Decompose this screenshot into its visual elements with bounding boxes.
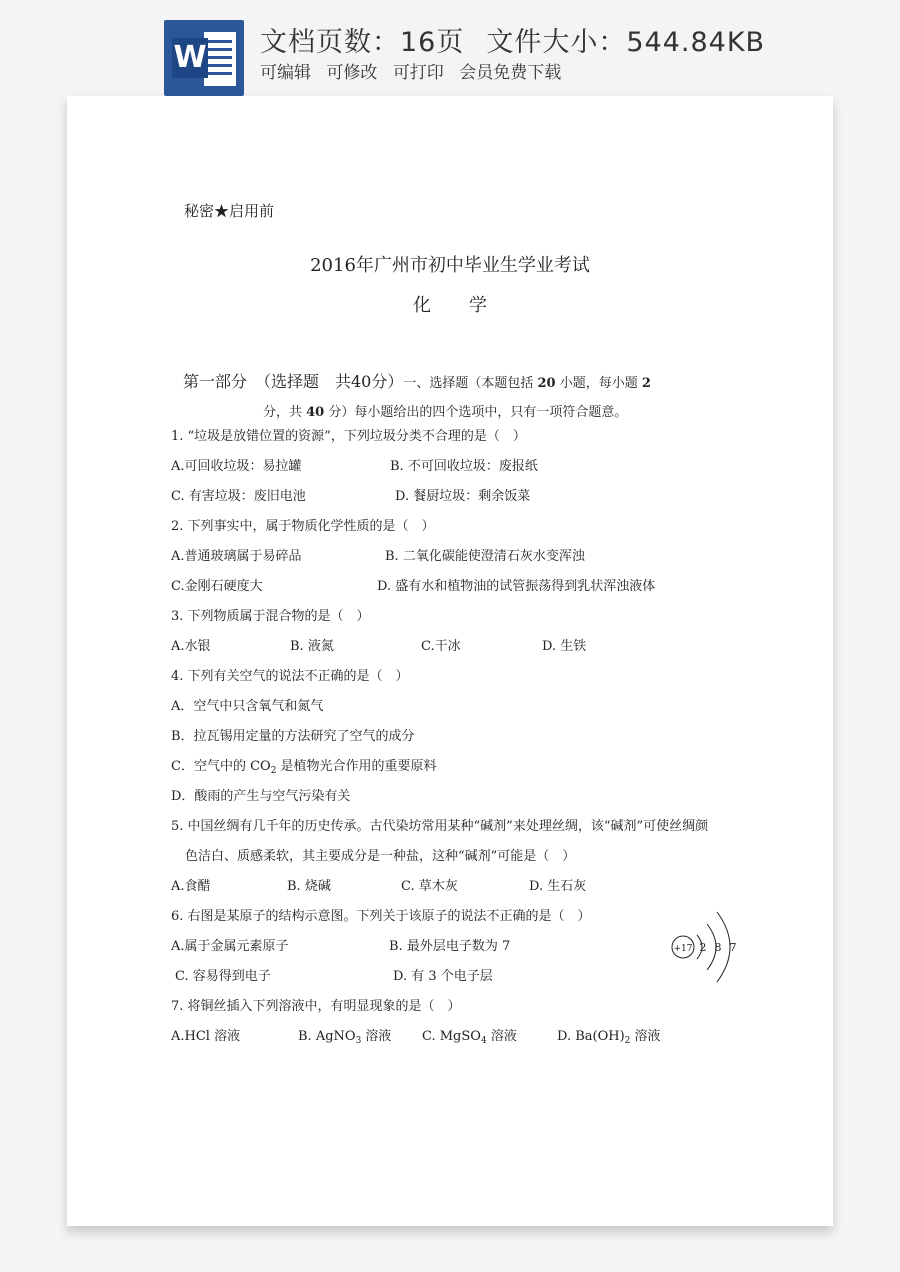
document-info-banner bbox=[0, 0, 900, 96]
q3-option-b: B. 液氮 bbox=[290, 639, 334, 654]
q1-option-c: C. 有害垃圾：废旧电池 bbox=[171, 489, 306, 504]
nucleus-charge: +17 bbox=[673, 944, 693, 954]
q6-option-b: B. 最外层电子数为 7 bbox=[389, 939, 511, 954]
inst-post: 分）每小题给出的四个选项中，只有一项符合题意。 bbox=[324, 405, 628, 420]
section-mid: 小题，每小题 bbox=[555, 376, 642, 391]
inst-pre: 分，共 bbox=[263, 405, 307, 420]
q2-option-a: A.普通玻璃属于易碎品 bbox=[171, 549, 302, 564]
q4-option-d: D．酸雨的产生与空气污染有关 bbox=[171, 789, 351, 804]
part-label: 第一部分 （选择题 共40分） bbox=[183, 372, 404, 391]
q4-option-c bbox=[171, 759, 437, 775]
question-6: 6. 右图是某原子的结构示意图。下列关于该原子的说法不正确的是（ ） bbox=[171, 909, 591, 924]
secret-mark: 秘密★启用前 bbox=[184, 202, 275, 220]
feature-member-download: 会员免费下载 bbox=[459, 63, 562, 83]
q7d-pre: D. Ba(OH) bbox=[557, 1029, 625, 1044]
instructions bbox=[263, 405, 627, 421]
word-doc-icon bbox=[164, 20, 244, 96]
q7b-sub: 3 bbox=[355, 1036, 362, 1046]
q4-option-a: A．空气中只含氧气和氮气 bbox=[171, 699, 324, 714]
part-heading bbox=[183, 374, 651, 392]
exam-subject: 化学 bbox=[413, 295, 525, 316]
section-prefix: 一、选择题（本题包括 bbox=[403, 376, 538, 391]
q7b-pre: B. AgNO bbox=[298, 1029, 356, 1044]
q1-option-a: A.可回收垃圾：易拉罐 bbox=[171, 459, 302, 474]
shell-3-electrons: 7 bbox=[729, 941, 737, 954]
q3-option-c: C.干冰 bbox=[421, 639, 461, 654]
inst-score: 40 bbox=[306, 405, 325, 420]
q5-option-d: D. 生石灰 bbox=[529, 879, 587, 894]
q6-option-d: D. 有 3 个电子层 bbox=[393, 969, 493, 984]
question-5-line-1: 5. 中国丝绸有几千年的历史传承。古代染坊常用某种“碱剂”来处理丝绸，该“碱剂”可使丝绸颜 bbox=[171, 819, 709, 834]
question-7: 7. 将铜丝插入下列溶液中，有明显现象的是（ ） bbox=[171, 999, 461, 1014]
section-count: 20 bbox=[537, 376, 556, 391]
q5-option-a: A.食醋 bbox=[171, 879, 211, 894]
q7c-pre: C. MgSO bbox=[422, 1029, 481, 1044]
question-4: 4. 下列有关空气的说法不正确的是（ ） bbox=[171, 669, 409, 684]
q4c-post: 是植物光合作用的重要原料 bbox=[276, 759, 437, 774]
q2-option-c: C.金刚石硬度大 bbox=[171, 579, 263, 594]
q5-option-b: B. 烧碱 bbox=[287, 879, 331, 894]
feature-list bbox=[260, 58, 571, 83]
q7d-post: 溶液 bbox=[630, 1029, 661, 1044]
q1-option-b: B. 不可回收垃圾：废报纸 bbox=[390, 459, 538, 474]
q2-option-b: B. 二氧化碳能使澄清石灰水变浑浊 bbox=[385, 549, 585, 564]
file-size: 文件大小：544.84KB bbox=[486, 27, 766, 58]
document-page bbox=[67, 96, 833, 1226]
atom-structure-diagram bbox=[667, 902, 747, 992]
question-2: 2. 下列事实中，属于物质化学性质的是（ ） bbox=[171, 519, 435, 534]
question-3: 3. 下列物质属于混合物的是（ ） bbox=[171, 609, 370, 624]
file-stats bbox=[260, 20, 787, 59]
q7-option-a: A.HCl 溶液 bbox=[171, 1029, 241, 1044]
q5-option-c: C. 草木灰 bbox=[401, 879, 458, 894]
q3-option-a: A.水银 bbox=[171, 639, 211, 654]
shell-2-electrons: 8 bbox=[714, 941, 722, 954]
q1-option-d: D. 餐厨垃圾：剩余饭菜 bbox=[395, 489, 531, 504]
question-1: 1. “垃圾是放错位置的资源”，下列垃圾分类不合理的是（ ） bbox=[171, 429, 526, 444]
feature-printable: 可打印 bbox=[392, 63, 444, 83]
q7-option-d bbox=[557, 1029, 661, 1045]
q7c-sub: 4 bbox=[480, 1036, 487, 1046]
q4c-sub: 2 bbox=[270, 766, 277, 776]
word-sheet-lines bbox=[204, 32, 236, 86]
q2-option-d: D. 盛有水和植物油的试管振荡得到乳状浑浊液体 bbox=[377, 579, 656, 594]
q6-option-a: A.属于金属元素原子 bbox=[171, 939, 289, 954]
q7b-post: 溶液 bbox=[361, 1029, 392, 1044]
q6-option-c: C. 容易得到电子 bbox=[175, 969, 271, 984]
q7c-post: 溶液 bbox=[486, 1029, 517, 1044]
exam-title: 2016年广州市初中毕业生学业考试 bbox=[310, 255, 590, 276]
shell-1-electrons: 2 bbox=[699, 941, 707, 954]
section-score: 2 bbox=[641, 376, 651, 391]
q7-option-c bbox=[422, 1029, 517, 1045]
q4c-pre: C．空气中的 CO bbox=[171, 759, 271, 774]
q7d-sub: 2 bbox=[624, 1036, 631, 1046]
feature-modifiable: 可修改 bbox=[326, 63, 378, 83]
question-5-line-2: 色洁白、质感柔软，其主要成分是一种盐，这种“碱剂”可能是（ ） bbox=[185, 849, 576, 864]
q4-option-b: B．拉瓦锡用定量的方法研究了空气的成分 bbox=[171, 729, 415, 744]
page-count: 文档页数：16页 bbox=[260, 27, 465, 58]
q7-option-b bbox=[298, 1029, 391, 1045]
q3-option-d: D. 生铁 bbox=[542, 639, 587, 654]
feature-editable: 可编辑 bbox=[260, 63, 311, 83]
word-letter: W bbox=[172, 38, 208, 78]
